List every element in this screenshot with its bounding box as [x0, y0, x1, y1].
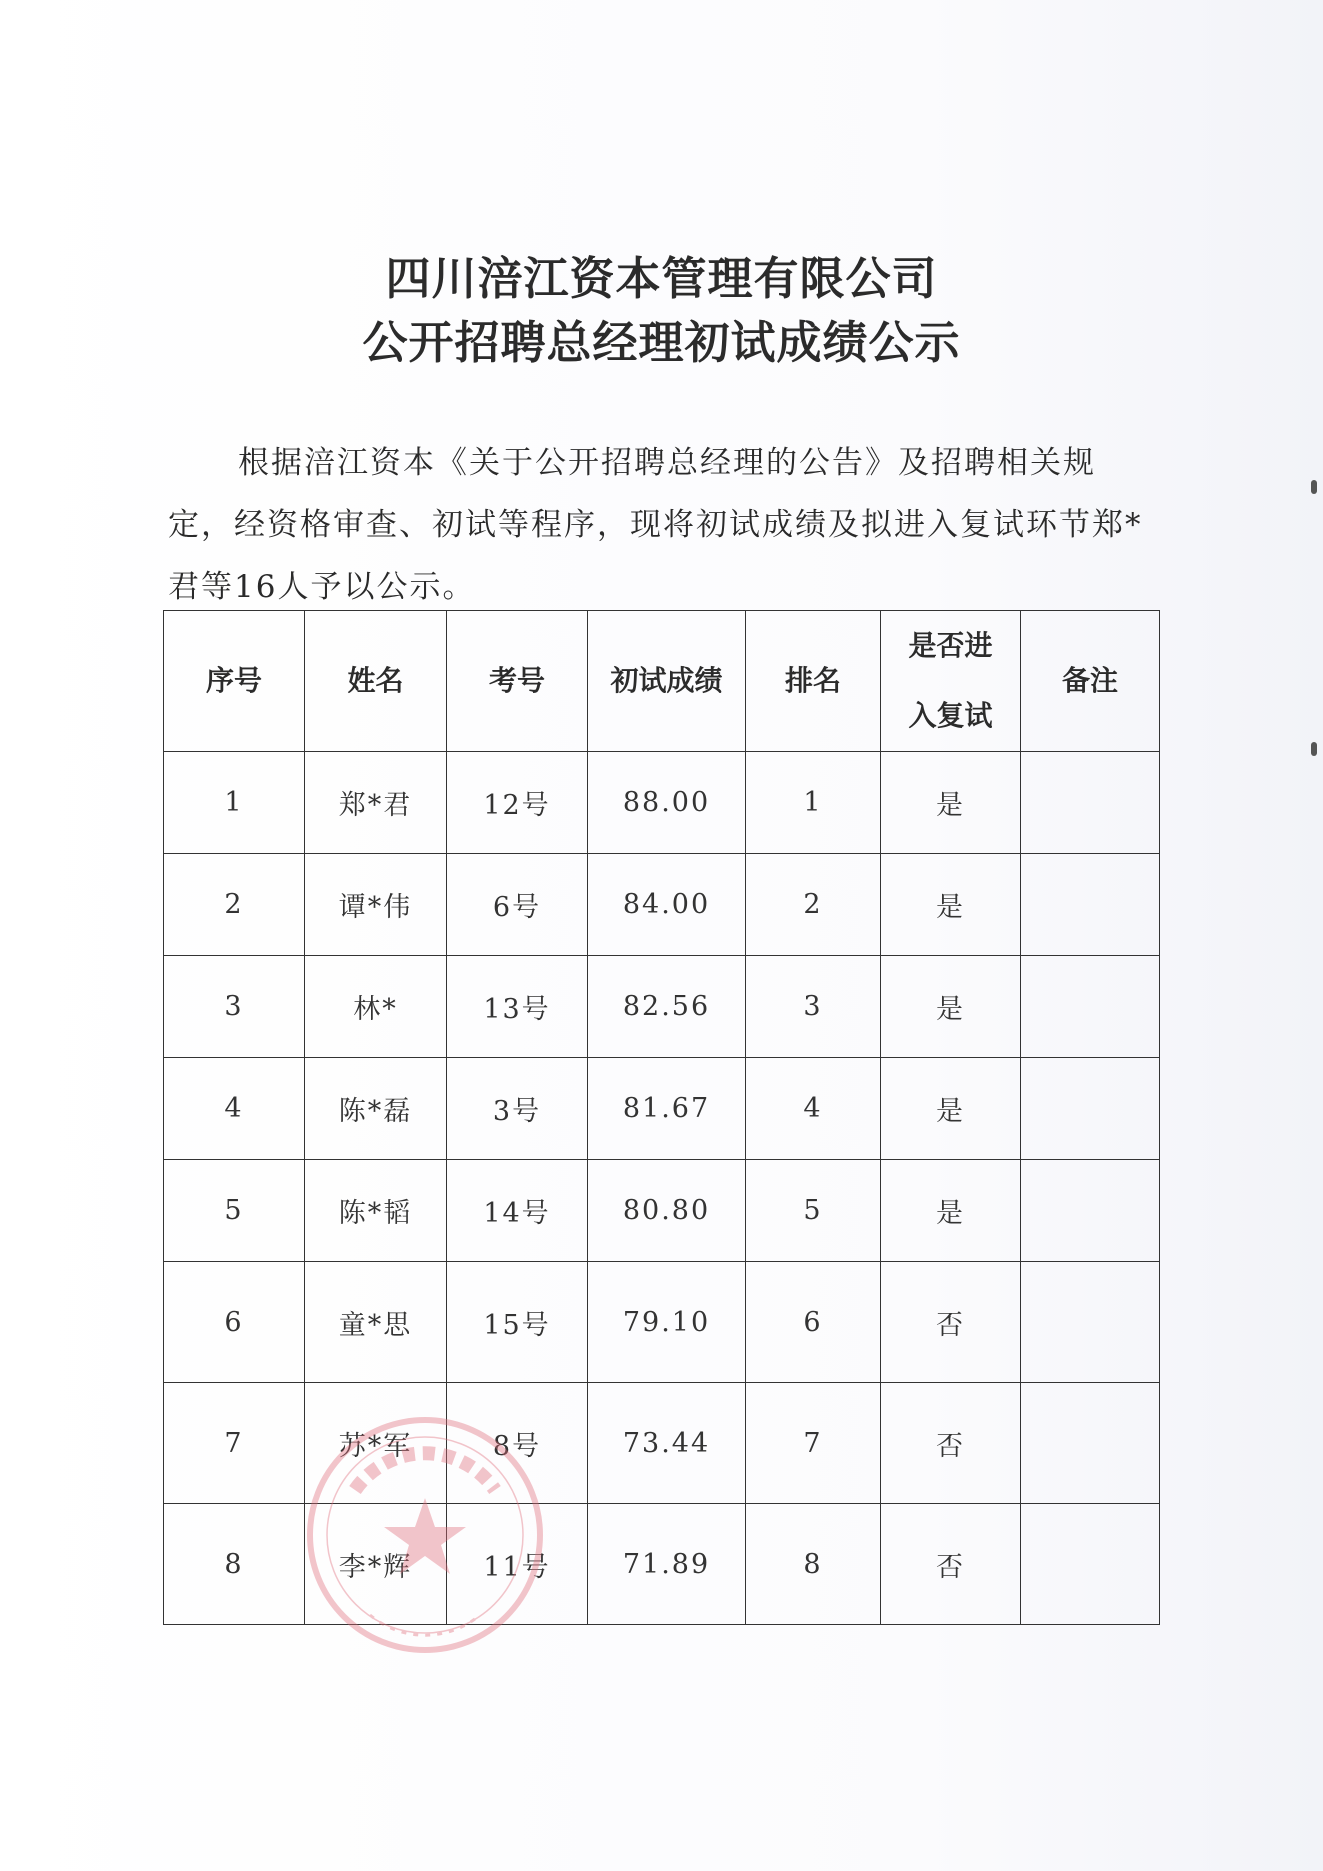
header-score: 初试成绩 — [588, 611, 746, 752]
cell-score: 73.44 — [588, 1383, 746, 1504]
cell-score: 80.80 — [588, 1160, 746, 1262]
cell-seq: 7 — [164, 1383, 305, 1504]
cell-seq: 3 — [164, 956, 305, 1058]
cell-exam-no: 8号 — [447, 1383, 588, 1504]
table-row — [164, 1383, 1160, 1504]
cell-exam-no: 3号 — [447, 1058, 588, 1160]
cell-remark — [1021, 956, 1160, 1058]
cell-name: 陈*韬 — [305, 1160, 447, 1262]
header-name: 姓名 — [305, 611, 447, 752]
cell-advance: 是 — [881, 752, 1021, 854]
cell-name: 谭*伟 — [305, 854, 447, 956]
score-table — [163, 610, 1160, 1625]
table-row — [164, 1160, 1160, 1262]
cell-remark — [1021, 1504, 1160, 1625]
cell-name: 李*辉 — [305, 1504, 447, 1625]
header-rank: 排名 — [746, 611, 881, 752]
cell-seq: 5 — [164, 1160, 305, 1262]
cell-remark — [1021, 1262, 1160, 1383]
cell-rank: 1 — [746, 752, 881, 854]
header-remark: 备注 — [1021, 611, 1160, 752]
table-body — [164, 752, 1160, 1625]
cell-seq: 1 — [164, 752, 305, 854]
cell-name: 林* — [305, 956, 447, 1058]
cell-exam-no: 15号 — [447, 1262, 588, 1383]
cell-score: 81.67 — [588, 1058, 746, 1160]
cell-exam-no: 6号 — [447, 854, 588, 956]
cell-exam-no: 13号 — [447, 956, 588, 1058]
cell-seq: 4 — [164, 1058, 305, 1160]
cell-seq: 6 — [164, 1262, 305, 1383]
cell-advance: 否 — [881, 1262, 1021, 1383]
table-row — [164, 752, 1160, 854]
cell-advance: 否 — [881, 1504, 1021, 1625]
cell-advance: 是 — [881, 1160, 1021, 1262]
cell-seq: 8 — [164, 1504, 305, 1625]
cell-score: 88.00 — [588, 752, 746, 854]
cell-name: 陈*磊 — [305, 1058, 447, 1160]
cell-advance: 是 — [881, 1058, 1021, 1160]
cell-rank: 8 — [746, 1504, 881, 1625]
page-title-line-1: 四川涪江资本管理有限公司 — [385, 252, 938, 305]
cell-advance: 是 — [881, 854, 1021, 956]
cell-remark — [1021, 752, 1160, 854]
header-advance-line2: 入复试 — [908, 699, 993, 732]
cell-exam-no: 14号 — [447, 1160, 588, 1262]
cell-remark — [1021, 854, 1160, 956]
cell-rank: 2 — [746, 854, 881, 956]
cell-remark — [1021, 1383, 1160, 1504]
cell-advance: 是 — [881, 956, 1021, 1058]
cell-seq: 2 — [164, 854, 305, 956]
cell-exam-no: 12号 — [447, 752, 588, 854]
header-advance-line1: 是否进 — [908, 629, 993, 662]
scan-mark — [1311, 480, 1317, 494]
scan-mark — [1311, 742, 1317, 756]
table-row — [164, 1504, 1160, 1625]
header-advance — [881, 611, 1021, 752]
cell-score: 82.56 — [588, 956, 746, 1058]
header-seq: 序号 — [164, 611, 305, 752]
table-row — [164, 1058, 1160, 1160]
cell-score: 84.00 — [588, 854, 746, 956]
cell-score: 79.10 — [588, 1262, 746, 1383]
cell-remark — [1021, 1058, 1160, 1160]
intro-paragraph: 根据涪江资本《关于公开招聘总经理的公告》及招聘相关规定，经资格审查、初试等程序，现将初试成绩及拟进入复试环节郑*君等16人予以公示。 — [168, 445, 1143, 605]
header-exam-no: 考号 — [447, 611, 588, 752]
table-header-row — [164, 611, 1160, 752]
cell-rank: 6 — [746, 1262, 881, 1383]
table-row — [164, 854, 1160, 956]
table-row — [164, 956, 1160, 1058]
cell-name: 苏*军 — [305, 1383, 447, 1504]
cell-remark — [1021, 1160, 1160, 1262]
cell-rank: 7 — [746, 1383, 881, 1504]
cell-rank: 4 — [746, 1058, 881, 1160]
cell-exam-no: 11号 — [447, 1504, 588, 1625]
cell-name: 童*思 — [305, 1262, 447, 1383]
cell-rank: 3 — [746, 956, 881, 1058]
cell-advance: 否 — [881, 1383, 1021, 1504]
cell-score: 71.89 — [588, 1504, 746, 1625]
page-title-line-2: 公开招聘总经理初试成绩公示 — [362, 316, 961, 369]
cell-name: 郑*君 — [305, 752, 447, 854]
cell-rank: 5 — [746, 1160, 881, 1262]
table-row — [164, 1262, 1160, 1383]
